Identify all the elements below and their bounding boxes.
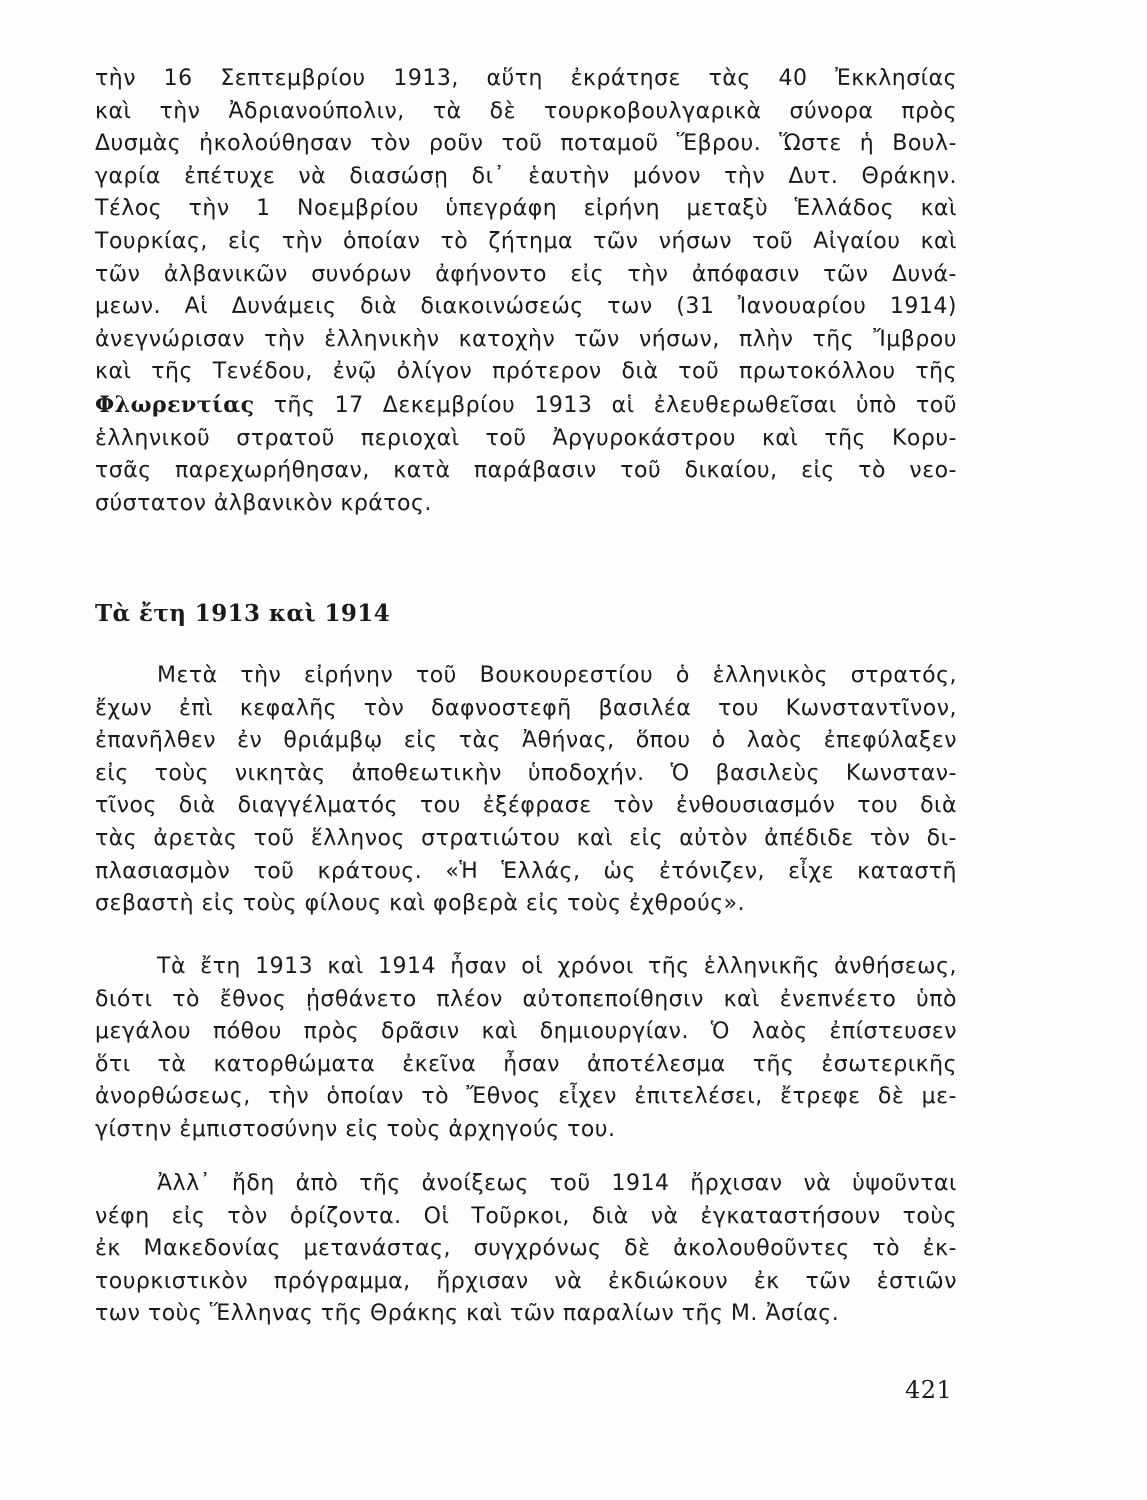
text-line: τῶν ἀλβανικῶν συνόρων ἀφήνοντο εἰς τὴν ἀπόφασιν τῶν Δυνά- [95,261,957,287]
text-line: τὴν 16 Σεπτεμβρίου 1913, αὕτη ἐκράτησε τὰς 40 Ἐκκλησίας [95,66,957,91]
text-line: ἀνορθώσεως, τὴν ὁποίαν τὸ Ἔθνος εἶχεν ἐπιτελέσει, ἔτρεφε δὲ με- [95,1084,957,1110]
paragraph [95,951,957,1147]
text-line: ἐκ Μακεδονίας μετανάστας, συγχρόνως δὲ ἀκολουθοῦντες τὸ ἐκ- [95,1236,957,1262]
section-heading: Τὰ ἔτη 1913 καὶ 1914 [95,600,391,627]
text-line: Τὰ ἔτη 1913 καὶ 1914 ἦσαν οἱ χρόνοι τῆς ἑλληνικῆς ἀνθήσεως, [157,954,957,979]
text-line: τουρκιστικὸν πρόγραμμα, ἤρχισαν νὰ ἐκδιώκουν ἐκ τῶν ἑστιῶν [95,1268,957,1294]
text-line: ἑλληνικοῦ στρατοῦ περιοχαὶ τοῦ Ἀργυροκάστρου καὶ τῆς Κορυ- [95,425,957,451]
text-line: ὅτι τὰ κατορθώματα ἐκεῖνα ἦσαν ἀποτέλεσμα τῆς ἐσωτερικῆς [95,1051,957,1077]
text-line: Τέλος τὴν 1 Νοεμβρίου ὑπεγράφη εἰρήνη μεταξὺ Ἑλλάδος καὶ [95,196,957,222]
text-line: τσᾶς παρεχωρήθησαν, κατὰ παράβασιν τοῦ δικαίου, εἰς τὸ νεο- [95,458,957,484]
paragraph [95,660,957,921]
text-line: γαρία ἐπέτυχε νὰ διασώσῃ δι᾽ ἑαυτὴν μόνον τὴν Δυτ. Θράκην. [95,163,957,189]
text-line: καὶ τῆς Τενέδου, ἐνῷ ὀλίγον πρότερον διὰ τοῦ πρωτοκόλλου τῆς [95,359,957,385]
paragraph-clouds-1914 [95,1168,957,1331]
text-line: τῖνος διὰ διαγγέλματός του ἐξέφρασε τὸν ἐνθουσιασμόν του διὰ [95,793,957,819]
text-line: Ἀλλ᾽ ἤδη ἀπὸ τῆς ἀνοίξεως τοῦ 1914 ἤρχισαν νὰ ὑψοῦνται [157,1171,957,1196]
paragraph-victory-return [95,660,957,921]
text-line: τὰς ἀρετὰς τοῦ ἕλληνος στρατιώτου καὶ εἰς αὐτὸν ἀπέδιδε τὸν δι- [95,825,957,851]
text-line: νέφη εἰς τὸν ὁρίζοντα. Οἱ Τοῦρκοι, διὰ νὰ ἐγκαταστήσουν τοὺς [95,1203,957,1229]
text-line: Δυσμὰς ἠκολούθησαν τὸν ροῦν τοῦ ποταμοῦ Ἕβρου. Ὥστε ἡ Βουλ- [95,131,957,157]
text-line: των τοὺς Ἕλληνας τῆς Θράκης καὶ τῶν παραλίων τῆς Μ. Ἀσίας. [95,1301,840,1327]
text-line: ἐπανῆλθεν ἐν θριάμβῳ εἰς τὰς Ἀθήνας, ὅπου ὁ λαὸς ἐπεφύλαξεν [95,728,957,754]
page-number: 421 [905,1376,953,1404]
continuation-paragraph [95,63,957,520]
text-line: ἀνεγνώρισαν τὴν ἑλληνικὴν κατοχὴν τῶν νήσων, πλὴν τῆς Ἴμβρου [95,326,957,352]
text-line-florence [95,389,957,423]
text-line: Τουρκίας, εἰς τὴν ὁποίαν τὸ ζήτημα τῶν νήσων τοῦ Αἰγαίου καὶ [95,228,957,254]
text-line: ἔχων ἐπὶ κεφαλῆς τὸν δαφνοστεφῆ βασιλέα του Κωνσταντῖνον, [95,695,957,721]
florence-line-rest: τῆς 17 Δεκεμβρίου 1913 αἱ ἐλευθερωθεῖσαι ὑπὸ τοῦ [254,392,957,418]
paragraph [95,63,957,520]
text-line: διότι τὸ ἔθνος ᾐσθάνετο πλέον αὐτοπεποίθησιν καὶ ἐνεπνέετο ὑπὸ [95,986,957,1012]
text-line: μεγάλου πόθου πρὸς δρᾶσιν καὶ δημιουργίαν. Ὁ λαὸς ἐπίστευσεν [95,1019,957,1045]
text-line: Μετὰ τὴν εἰρήνην τοῦ Βουκουρεστίου ὁ ἑλληνικὸς στρατός, [157,663,957,688]
text-line: εἰς τοὺς νικητὰς ἀποθεωτικὴν ὑποδοχήν. Ὁ βασιλεὺς Κωνσταν- [95,760,957,786]
text-line: πλασιασμὸν τοῦ κράτους. «Ἡ Ἑλλάς, ὡς ἐτόνιζεν, εἶχε καταστῆ [95,858,957,884]
paragraph [95,1168,957,1331]
text-line: σύστατον ἀλβανικὸν κράτος. [95,490,432,516]
text-line: μεων. Αἱ Δυνάμεις διὰ διακοινώσεώς των (31 Ἰανουαρίου 1914) [95,294,957,320]
text-line: καὶ τὴν Ἀδριανούπολιν, τὰ δὲ τουρκοβουλγαρικὰ σύνορα πρὸς [95,98,957,124]
florence-bold-word: Φλωρεντίας [95,391,255,418]
paragraph-flourishing-years [95,951,957,1147]
text-line: γίστην ἐμπιστοσύνην εἰς τοὺς ἀρχηγούς του. [95,1116,616,1142]
text-line: σεβαστὴ εἰς τοὺς φίλους καὶ φοβερὰ εἰς τοὺς ἐχθρούς». [95,891,746,917]
